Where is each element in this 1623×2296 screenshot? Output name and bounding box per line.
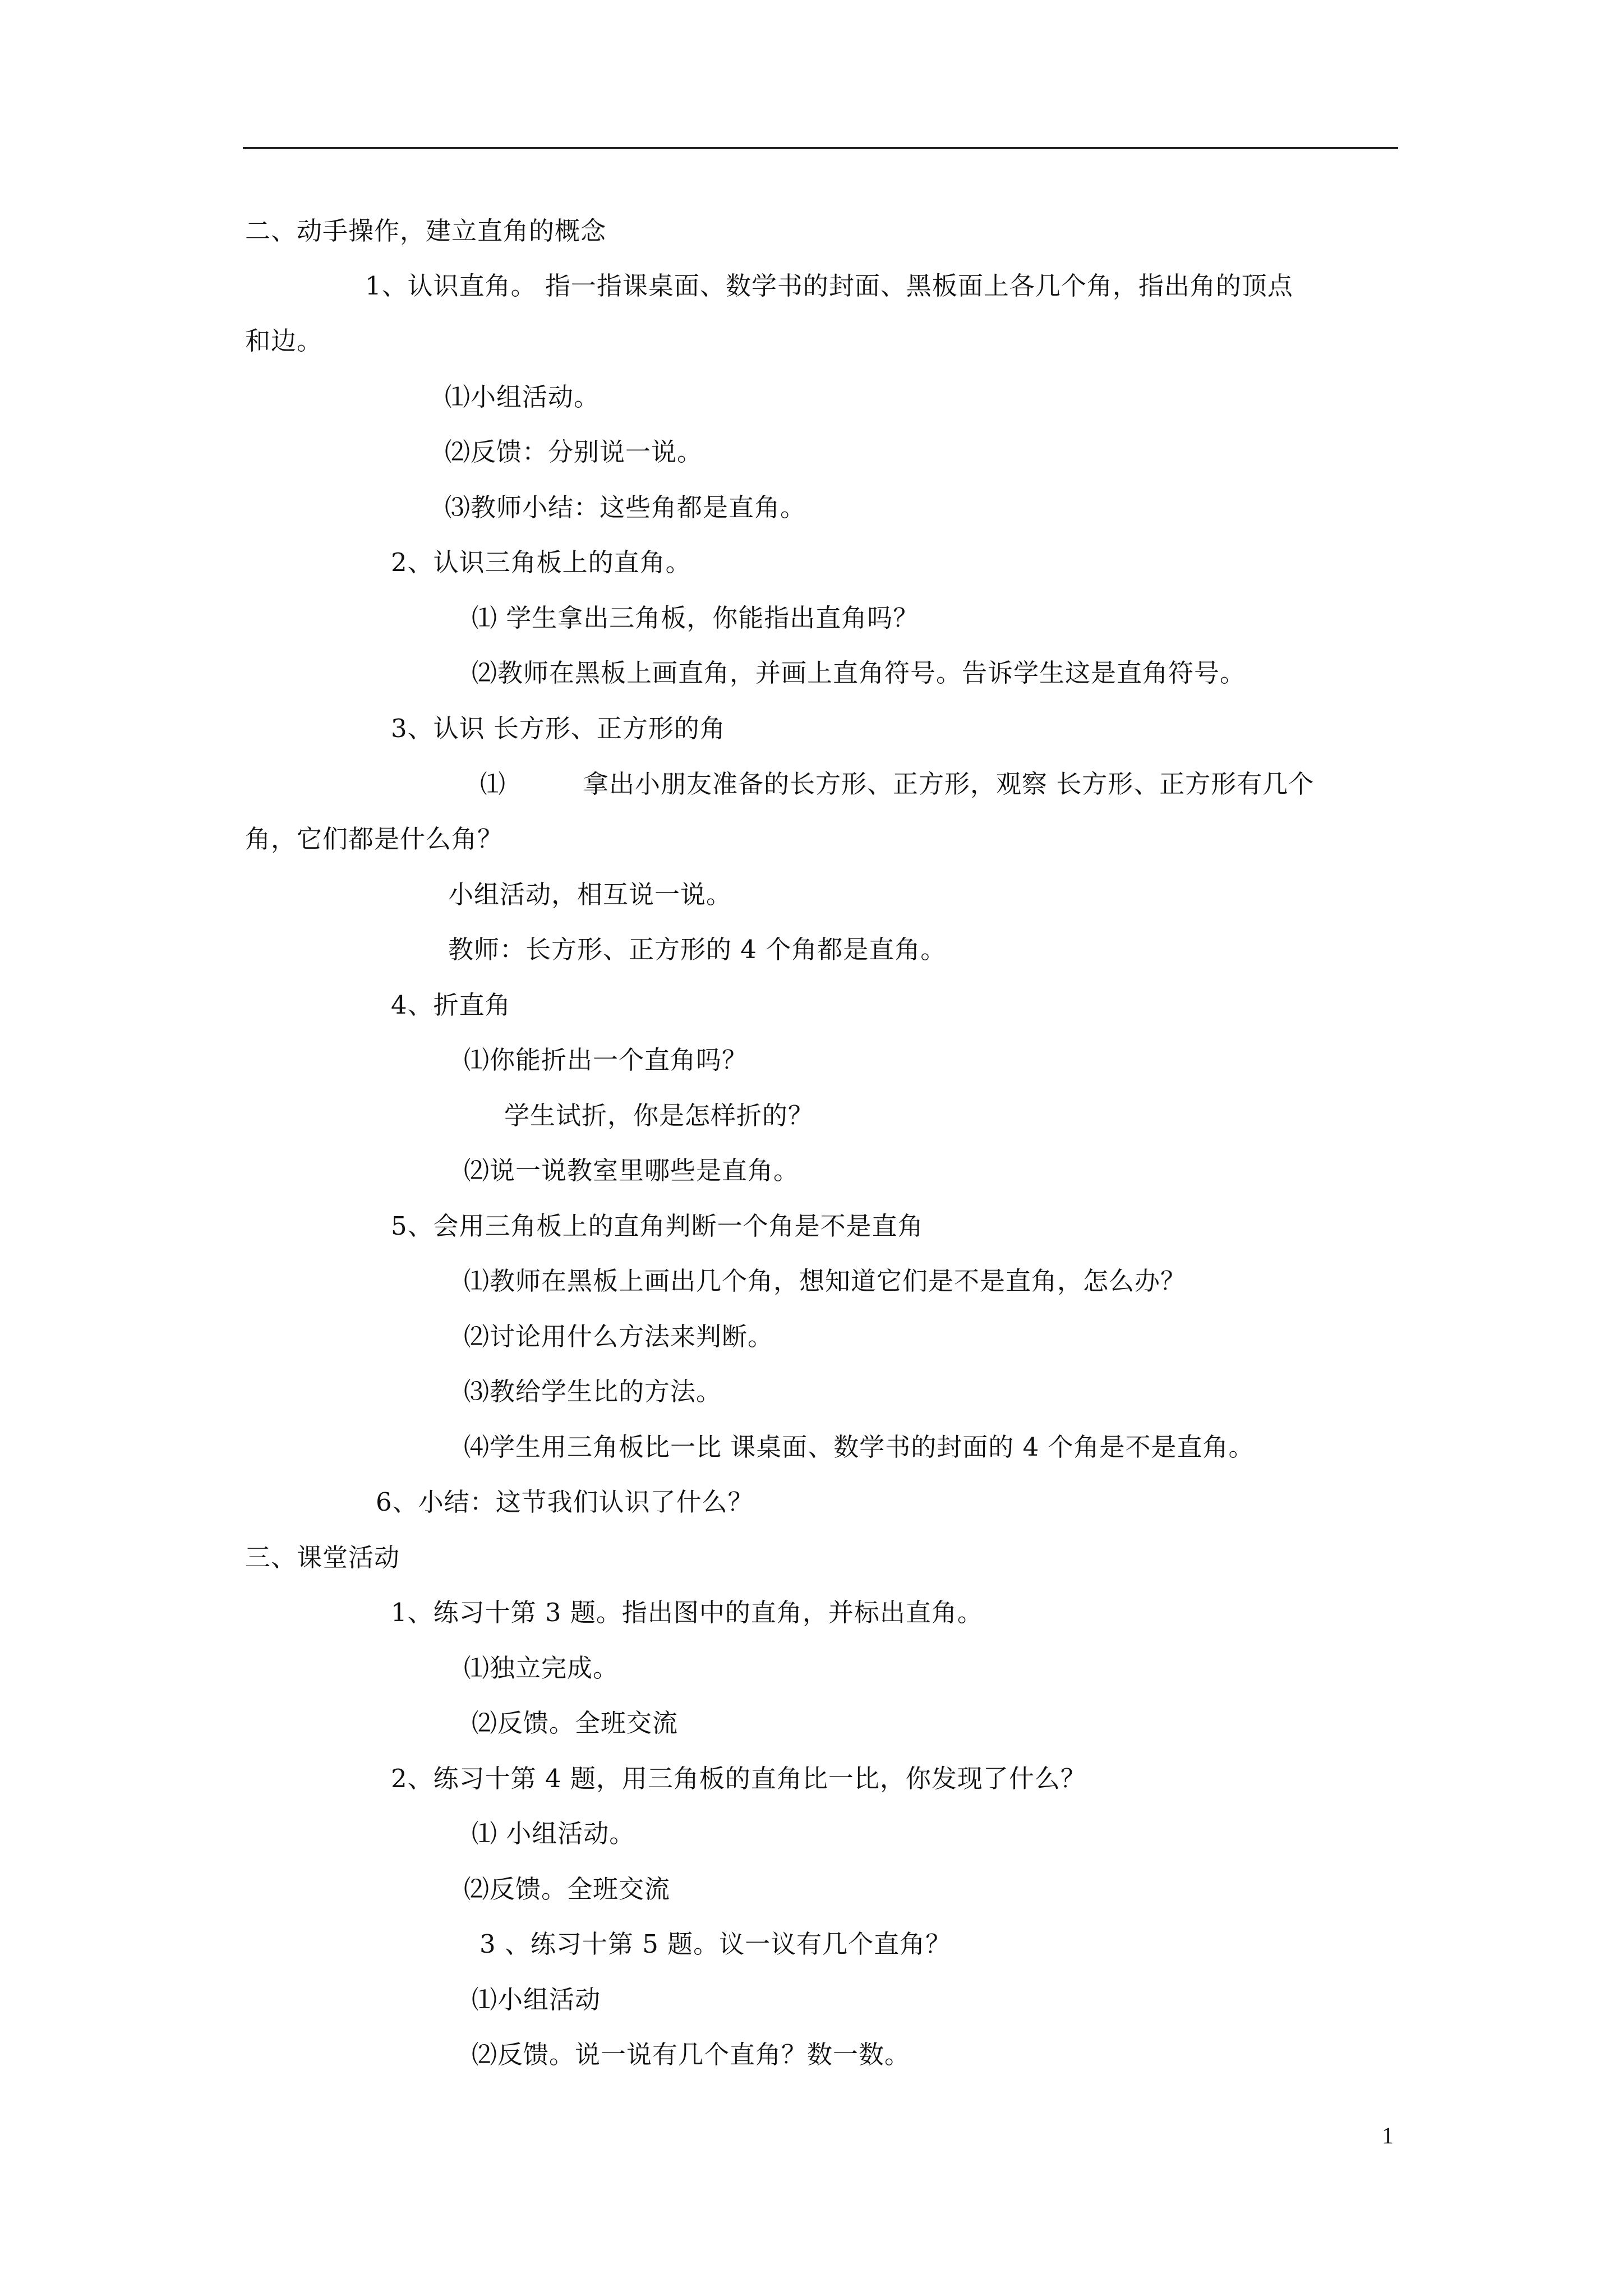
page-number: 1 xyxy=(1382,2123,1394,2149)
text-line: ⑵反馈。全班交流 xyxy=(472,1708,679,1738)
text-line: 1、认识直角。 指一指课桌面、数学书的封面、黑板面上各几个角，指出角的顶点 xyxy=(365,271,1293,301)
text-line: ⑵反馈。说一说有几个直角？数一数。 xyxy=(472,2040,911,2069)
text-line: ⑵反馈。全班交流 xyxy=(464,1874,671,1904)
text-line: ⑴ xyxy=(480,769,506,799)
text-line: 2、认识三角板上的直角。 xyxy=(391,547,691,577)
text-line: 1、练习十第 3 题。指出图中的直角，并标出直角。 xyxy=(391,1598,983,1627)
text-line: ⑴ 学生拿出三角板，你能指出直角吗？ xyxy=(472,603,919,633)
text-line: ⑵讨论用什么方法来判断。 xyxy=(464,1322,774,1351)
text-line: ⑵反馈：分别说一说。 xyxy=(445,437,703,467)
text-line: 学生试折，你是怎样折的？ xyxy=(504,1101,814,1130)
text-line: 6、小结：这节我们认识了什么？ xyxy=(376,1487,754,1517)
text-line: ⑴独立完成。 xyxy=(464,1653,619,1683)
text-line: 3、认识 长方形、正方形的角 xyxy=(391,714,726,743)
text-line: ⑶教师小结：这些角都是直角。 xyxy=(445,493,806,522)
text-line: 和边。 xyxy=(245,326,323,356)
text-line: ⑴ 小组活动。 xyxy=(472,1819,635,1848)
text-line: 教师：长方形、正方形的 4 个角都是直角。 xyxy=(448,935,947,964)
text-line: 小组活动，相互说一说。 xyxy=(448,880,732,909)
text-line: 2、练习十第 4 题，用三角板的直角比一比，你发现了什么？ xyxy=(391,1764,1086,1793)
text-line: ⑴教师在黑板上画出几个角，想知道它们是不是直角，怎么办？ xyxy=(464,1266,1187,1296)
section-heading-3: 三、课堂活动 xyxy=(245,1543,400,1572)
text-line: 拿出小朋友准备的长方形、正方形，观察 长方形、正方形有几个 xyxy=(583,769,1315,799)
header-rule xyxy=(243,147,1398,149)
text-line: ⑴小组活动。 xyxy=(445,382,600,412)
text-line: ⑷学生用三角板比一比 课桌面、数学书的封面的 4 个角是不是直角。 xyxy=(464,1432,1255,1462)
text-line: ⑵说一说教室里哪些是直角。 xyxy=(464,1156,800,1185)
text-line: 3 、练习十第 5 题。议一议有几个直角？ xyxy=(479,1929,952,1959)
text-line: 角，它们都是什么角？ xyxy=(245,824,504,854)
text-line: ⑵教师在黑板上画直角，并画上直角符号。告诉学生这是直角符号。 xyxy=(472,658,1246,688)
text-line: ⑶教给学生比的方法。 xyxy=(464,1377,722,1406)
section-heading-2: 二、动手操作，建立直角的概念 xyxy=(245,216,607,246)
text-line: 4、折直角 xyxy=(391,990,511,1020)
text-line: ⑴小组活动 xyxy=(472,1985,601,2014)
text-line: ⑴你能折出一个直角吗？ xyxy=(464,1045,748,1075)
text-line: 5、会用三角板上的直角判断一个角是不是直角 xyxy=(391,1211,924,1241)
